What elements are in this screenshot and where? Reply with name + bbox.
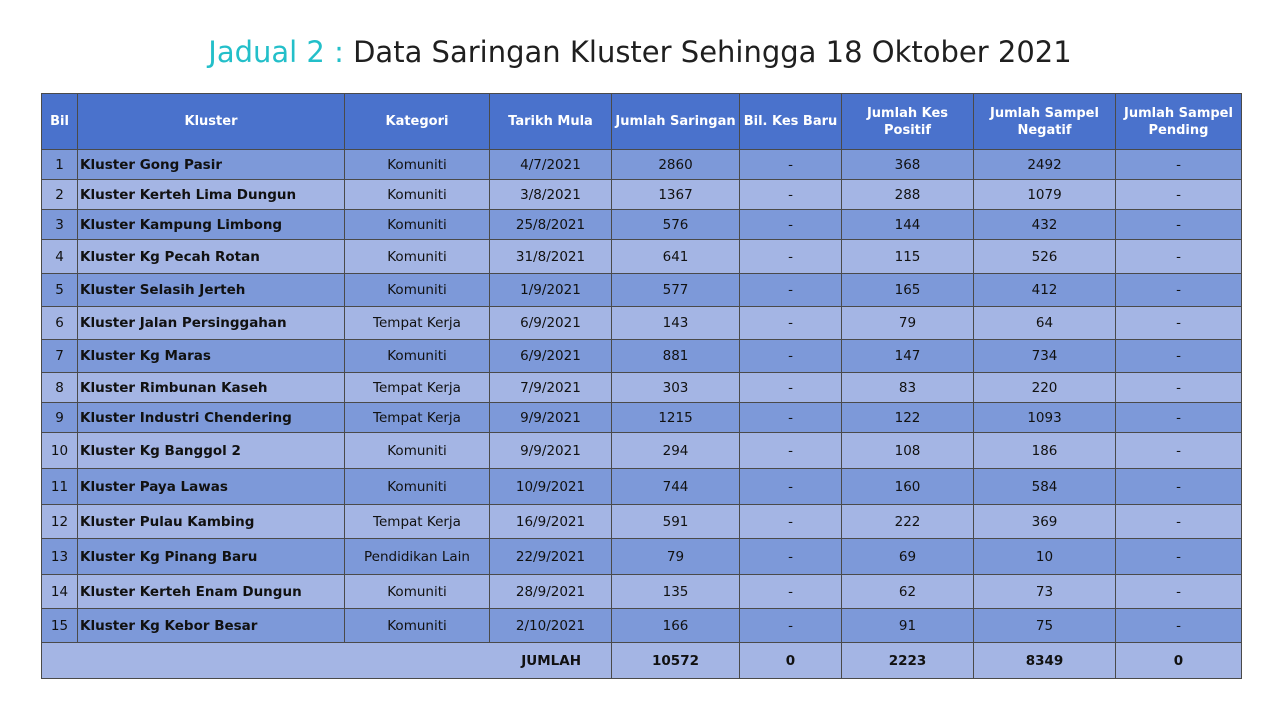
table-row <box>42 403 1242 433</box>
cell-tarikh: 25/8/2021 <box>490 210 612 240</box>
header-kes-baru: Bil. Kes Baru <box>740 94 842 150</box>
cell-negatif: 75 <box>974 609 1116 643</box>
cell-kategori: Tempat Kerja <box>345 373 490 403</box>
cell-pending: - <box>1116 210 1242 240</box>
cell-saringan: 1367 <box>612 180 740 210</box>
cell-bil: 12 <box>42 505 78 539</box>
cell-tarikh: 22/9/2021 <box>490 539 612 575</box>
cell-kes-positif: 115 <box>842 240 974 274</box>
table-row <box>42 210 1242 240</box>
header-kluster: Kluster <box>78 94 345 150</box>
cell-saringan: 166 <box>612 609 740 643</box>
cell-bil: 4 <box>42 240 78 274</box>
cell-tarikh: 3/8/2021 <box>490 180 612 210</box>
cell-kluster: Kluster Rimbunan Kaseh <box>78 373 345 403</box>
cell-pending: - <box>1116 180 1242 210</box>
cell-kluster: Kluster Kampung Limbong <box>78 210 345 240</box>
cell-bil: 9 <box>42 403 78 433</box>
cell-kategori: Komuniti <box>345 150 490 180</box>
cell-kategori: Tempat Kerja <box>345 403 490 433</box>
cell-saringan: 576 <box>612 210 740 240</box>
table-row <box>42 469 1242 505</box>
table-row <box>42 433 1242 469</box>
cell-kes-positif: 62 <box>842 575 974 609</box>
cell-pending: - <box>1116 150 1242 180</box>
cell-kes-positif: 79 <box>842 307 974 340</box>
cell-kategori: Komuniti <box>345 274 490 307</box>
table-row <box>42 274 1242 307</box>
cell-bil: 8 <box>42 373 78 403</box>
cell-kluster: Kluster Selasih Jerteh <box>78 274 345 307</box>
cell-bil: 1 <box>42 150 78 180</box>
cell-negatif: 584 <box>974 469 1116 505</box>
header-saringan: Jumlah Saringan <box>612 94 740 150</box>
cell-tarikh: 6/9/2021 <box>490 340 612 373</box>
cell-kes-positif: 160 <box>842 469 974 505</box>
cell-tarikh: 9/9/2021 <box>490 433 612 469</box>
header-kes-positif: Jumlah Kes Positif <box>842 94 974 150</box>
cell-saringan: 135 <box>612 575 740 609</box>
cell-bil: 11 <box>42 469 78 505</box>
cell-kategori: Tempat Kerja <box>345 307 490 340</box>
table-header-row <box>42 94 1242 150</box>
cell-kes-baru: - <box>740 539 842 575</box>
cell-bil: 2 <box>42 180 78 210</box>
cell-pending: - <box>1116 469 1242 505</box>
table-row <box>42 373 1242 403</box>
cell-pending: - <box>1116 373 1242 403</box>
table-row <box>42 307 1242 340</box>
totals-label: JUMLAH <box>42 643 612 679</box>
cell-saringan: 2860 <box>612 150 740 180</box>
cell-pending: - <box>1116 609 1242 643</box>
cell-kes-positif: 222 <box>842 505 974 539</box>
cell-kluster: Kluster Jalan Persinggahan <box>78 307 345 340</box>
cell-kes-baru: - <box>740 180 842 210</box>
cell-negatif: 64 <box>974 307 1116 340</box>
header-kategori: Kategori <box>345 94 490 150</box>
cell-kluster: Kluster Kerteh Enam Dungun <box>78 575 345 609</box>
cell-tarikh: 2/10/2021 <box>490 609 612 643</box>
total-saringan: 10572 <box>612 643 740 679</box>
cell-kategori: Komuniti <box>345 180 490 210</box>
cell-bil: 7 <box>42 340 78 373</box>
cell-pending: - <box>1116 340 1242 373</box>
cell-tarikh: 6/9/2021 <box>490 307 612 340</box>
cell-kes-baru: - <box>740 469 842 505</box>
cell-negatif: 220 <box>974 373 1116 403</box>
cell-kategori: Komuniti <box>345 575 490 609</box>
cell-bil: 3 <box>42 210 78 240</box>
cell-kes-baru: - <box>740 340 842 373</box>
cell-tarikh: 9/9/2021 <box>490 403 612 433</box>
cell-saringan: 641 <box>612 240 740 274</box>
cell-negatif: 526 <box>974 240 1116 274</box>
cell-saringan: 881 <box>612 340 740 373</box>
total-negatif: 8349 <box>974 643 1116 679</box>
cell-kes-baru: - <box>740 274 842 307</box>
cell-pending: - <box>1116 505 1242 539</box>
cell-kluster: Kluster Kerteh Lima Dungun <box>78 180 345 210</box>
cell-kluster: Kluster Pulau Kambing <box>78 505 345 539</box>
cell-kes-baru: - <box>740 150 842 180</box>
cell-kes-positif: 83 <box>842 373 974 403</box>
cell-saringan: 577 <box>612 274 740 307</box>
table-row <box>42 575 1242 609</box>
cell-kluster: Kluster Kg Pecah Rotan <box>78 240 345 274</box>
table-row <box>42 539 1242 575</box>
cell-kategori: Komuniti <box>345 433 490 469</box>
cell-kes-baru: - <box>740 307 842 340</box>
cell-negatif: 432 <box>974 210 1116 240</box>
cell-kes-baru: - <box>740 403 842 433</box>
cell-saringan: 294 <box>612 433 740 469</box>
cell-bil: 5 <box>42 274 78 307</box>
cell-negatif: 1079 <box>974 180 1116 210</box>
cell-kes-positif: 69 <box>842 539 974 575</box>
cell-negatif: 10 <box>974 539 1116 575</box>
cell-pending: - <box>1116 539 1242 575</box>
cell-kluster: Kluster Paya Lawas <box>78 469 345 505</box>
cell-bil: 13 <box>42 539 78 575</box>
cell-kluster: Kluster Gong Pasir <box>78 150 345 180</box>
cell-negatif: 412 <box>974 274 1116 307</box>
totals-row <box>42 643 1242 679</box>
cell-kes-positif: 144 <box>842 210 974 240</box>
cell-negatif: 73 <box>974 575 1116 609</box>
cell-tarikh: 10/9/2021 <box>490 469 612 505</box>
cell-kes-baru: - <box>740 609 842 643</box>
cell-negatif: 186 <box>974 433 1116 469</box>
cell-kluster: Kluster Kg Kebor Besar <box>78 609 345 643</box>
cell-kes-positif: 91 <box>842 609 974 643</box>
cluster-table <box>41 93 1242 679</box>
table-row <box>42 609 1242 643</box>
cell-bil: 15 <box>42 609 78 643</box>
cell-kluster: Kluster Kg Maras <box>78 340 345 373</box>
header-bil: Bil <box>42 94 78 150</box>
cell-saringan: 1215 <box>612 403 740 433</box>
cell-kes-positif: 368 <box>842 150 974 180</box>
cell-negatif: 734 <box>974 340 1116 373</box>
header-pending: Jumlah Sampel Pending <box>1116 94 1242 150</box>
cell-kes-positif: 108 <box>842 433 974 469</box>
cell-kes-positif: 165 <box>842 274 974 307</box>
cell-kategori: Komuniti <box>345 609 490 643</box>
cell-tarikh: 7/9/2021 <box>490 373 612 403</box>
cell-kategori: Komuniti <box>345 240 490 274</box>
cell-kluster: Kluster Industri Chendering <box>78 403 345 433</box>
table-row <box>42 505 1242 539</box>
cell-pending: - <box>1116 274 1242 307</box>
total-kes-positif: 2223 <box>842 643 974 679</box>
cell-kluster: Kluster Kg Pinang Baru <box>78 539 345 575</box>
cell-saringan: 591 <box>612 505 740 539</box>
cell-tarikh: 16/9/2021 <box>490 505 612 539</box>
cell-pending: - <box>1116 433 1242 469</box>
cell-kes-baru: - <box>740 505 842 539</box>
cell-bil: 6 <box>42 307 78 340</box>
cell-kes-baru: - <box>740 575 842 609</box>
header-tarikh: Tarikh Mula <box>490 94 612 150</box>
cell-kes-positif: 147 <box>842 340 974 373</box>
cell-saringan: 79 <box>612 539 740 575</box>
cell-pending: - <box>1116 240 1242 274</box>
cell-kes-baru: - <box>740 210 842 240</box>
cell-tarikh: 1/9/2021 <box>490 274 612 307</box>
cell-kategori: Tempat Kerja <box>345 505 490 539</box>
cell-tarikh: 28/9/2021 <box>490 575 612 609</box>
cell-kategori: Komuniti <box>345 210 490 240</box>
cell-kes-baru: - <box>740 433 842 469</box>
cell-pending: - <box>1116 403 1242 433</box>
page-title <box>0 30 1280 74</box>
cell-bil: 10 <box>42 433 78 469</box>
cell-kategori: Komuniti <box>345 340 490 373</box>
cell-saringan: 303 <box>612 373 740 403</box>
total-pending: 0 <box>1116 643 1242 679</box>
title-prefix: Jadual 2 : <box>208 35 344 69</box>
cell-kes-positif: 122 <box>842 403 974 433</box>
cell-kategori: Komuniti <box>345 469 490 505</box>
cell-kes-baru: - <box>740 240 842 274</box>
cell-pending: - <box>1116 307 1242 340</box>
cell-kategori: Pendidikan Lain <box>345 539 490 575</box>
header-negatif: Jumlah Sampel Negatif <box>974 94 1116 150</box>
cell-tarikh: 31/8/2021 <box>490 240 612 274</box>
cell-kes-positif: 288 <box>842 180 974 210</box>
title-main: Data Saringan Kluster Sehingga 18 Oktober 2021 <box>353 35 1072 69</box>
cell-negatif: 369 <box>974 505 1116 539</box>
cell-negatif: 1093 <box>974 403 1116 433</box>
table-row <box>42 180 1242 210</box>
cell-saringan: 143 <box>612 307 740 340</box>
cell-kluster: Kluster Kg Banggol 2 <box>78 433 345 469</box>
cell-pending: - <box>1116 575 1242 609</box>
cell-negatif: 2492 <box>974 150 1116 180</box>
cell-saringan: 744 <box>612 469 740 505</box>
table-row <box>42 240 1242 274</box>
cell-kes-baru: - <box>740 373 842 403</box>
total-kes-baru: 0 <box>740 643 842 679</box>
cell-tarikh: 4/7/2021 <box>490 150 612 180</box>
cell-bil: 14 <box>42 575 78 609</box>
table-row <box>42 340 1242 373</box>
table-row <box>42 150 1242 180</box>
